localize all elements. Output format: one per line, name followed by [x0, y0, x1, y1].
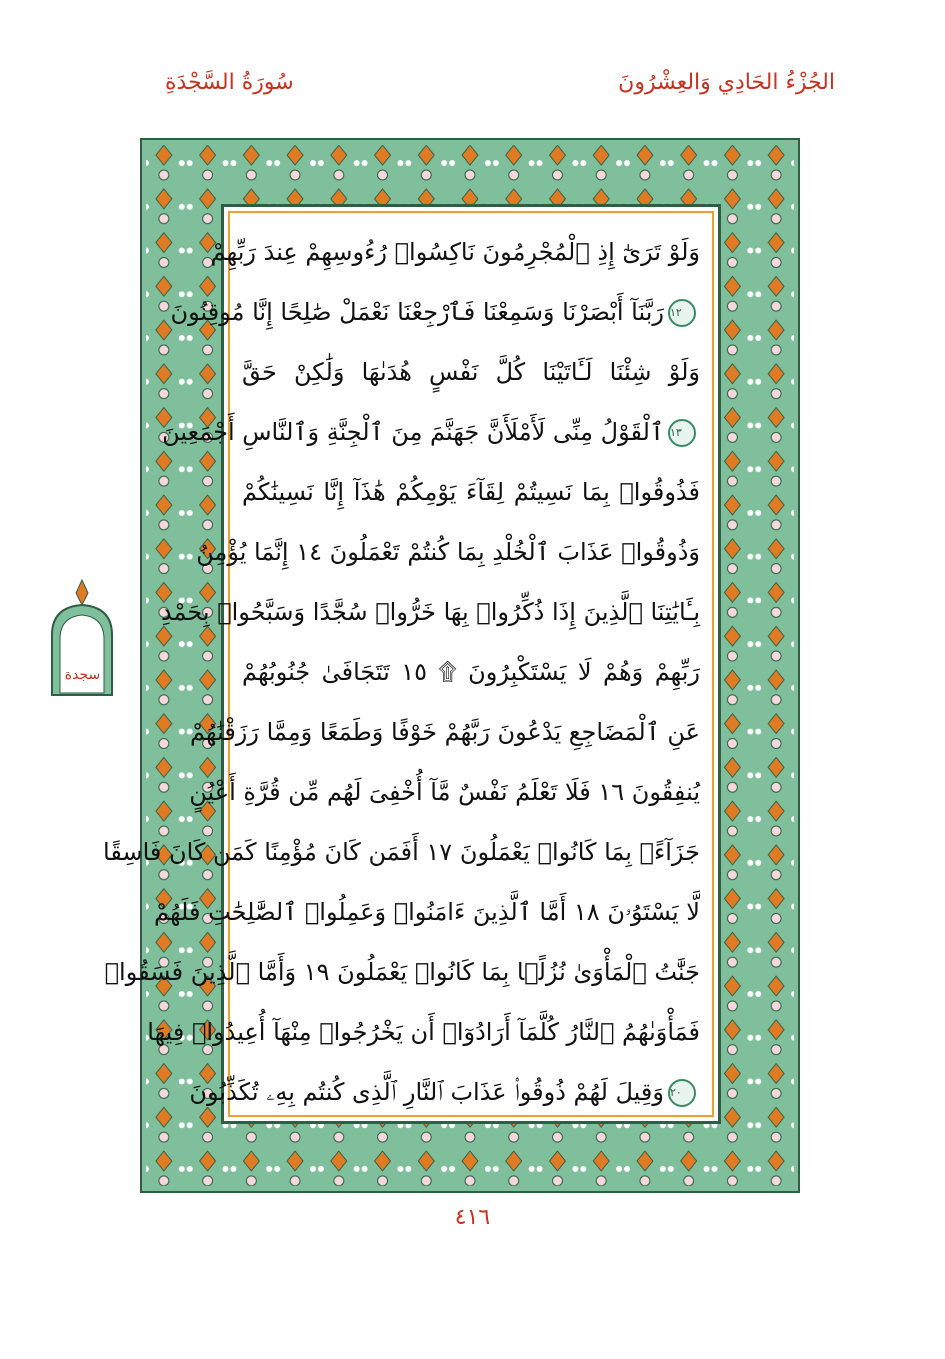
text-line [189, 1065, 700, 1119]
line-text: وَقِيلَ لَهُمْ ذُوقُوا۟ عَذَابَ ٱلنَّارِ ٱلَّذِى كُنتُم بِهِۦ تُكَذِّبُونَ [189, 1078, 664, 1106]
juz-name-header: الجُزْءُ الحَادِي وَالعِشْرُونَ [618, 70, 835, 95]
page-number: ٤١٦ [454, 1205, 491, 1230]
sajda-marker [40, 575, 125, 705]
text-line [160, 585, 700, 639]
text-line [196, 525, 700, 579]
line-text: رَبَّنَآ أَبْصَرْنَا وَسَمِعْنَا فَٱرْجِعْنَا نَعْمَلْ صَٰلِحًا إِنَّا مُوقِنُونَ [170, 298, 664, 326]
text-line [242, 345, 700, 399]
ayah-number-marker: ٢٠ [668, 1079, 696, 1107]
text-line [104, 945, 700, 999]
line-text: رَبِّهِمْ وَهُمْ لَا يَسْتَكْبِرُونَ ۩ ١٥ تَتَجَافَىٰ جُنُوبُهُمْ [242, 658, 700, 686]
text-panel [103, 204, 721, 1124]
line-text: فَمَأْوَىٰهُمُ ٱلنَّارُ كُلَّمَآ أَرَادُوٓا۟ أَن يَخْرُجُوا۟ مِنْهَآ أُعِيدُوا۟ فِيهَا [147, 1018, 700, 1046]
ayah-number-marker: ١٣ [668, 419, 696, 447]
text-line [190, 705, 700, 759]
sajda-ornament-icon [40, 575, 125, 705]
line-text: عَنِ ٱلْمَضَاجِعِ يَدْعُونَ رَبَّهُمْ خَوْفًا وَطَمَعًا وَمِمَّا رَزَقْنَٰهُمْ [190, 718, 700, 746]
line-text: جَنَّٰتُ ٱلْمَأْوَىٰ نُزُلًۢا بِمَا كَانُوا۟ يَعْمَلُونَ ١٩ وَأَمَّا ٱلَّذِينَ فَسَقُوا۟ [104, 958, 700, 986]
line-text: يُنفِقُونَ ١٦ فَلَا تَعْلَمُ نَفْسٌ مَّآ أُخْفِىَ لَهُم مِّن قُرَّةِ أَعْيُنٍ [189, 778, 700, 806]
sajda-label: سجدة [64, 667, 101, 683]
line-text: فَذُوقُوا۟ بِمَا نَسِيتُمْ لِقَآءَ يَوْمِكُمْ هَٰذَآ إِنَّا نَسِينَٰكُمْ [242, 478, 700, 506]
text-line [242, 645, 700, 699]
text-line [147, 1005, 700, 1059]
text-line [242, 465, 700, 519]
text-line [170, 285, 700, 339]
line-text: لَّا يَسْتَوُۥنَ ١٨ أَمَّا ٱلَّذِينَ ءَامَنُوا۟ وَعَمِلُوا۟ ٱلصَّٰلِحَٰتِ فَلَهُمْ [154, 898, 700, 926]
line-text: وَلَوْ تَرَىٰٓ إِذِ ٱلْمُجْرِمُونَ نَاكِسُوا۟ رُءُوسِهِمْ عِندَ رَبِّهِمْ [210, 238, 700, 266]
ornamental-frame [103, 138, 800, 1193]
line-text: بِـَٔايَٰتِنَا ٱلَّذِينَ إِذَا ذُكِّرُوا۟ بِهَا خَرُّوا۟ سُجَّدًا وَسَبَّحُوا۟ بِحَمْدِ [160, 598, 700, 626]
surah-name-header: سُورَةُ السَّجْدَةِ [165, 70, 294, 95]
text-line [103, 825, 700, 879]
text-line [189, 765, 700, 819]
text-line [162, 405, 700, 459]
ayah-number-marker: ١٢ [668, 299, 696, 327]
text-line [154, 885, 700, 939]
text-line [210, 225, 700, 279]
line-text: ٱلْقَوْلُ مِنِّى لَأَمْلَأَنَّ جَهَنَّمَ مِنَ ٱلْجِنَّةِ وَٱلنَّاسِ أَجْمَعِينَ [162, 418, 664, 446]
line-text: وَذُوقُوا۟ عَذَابَ ٱلْخُلْدِ بِمَا كُنتُمْ تَعْمَلُونَ ١٤ إِنَّمَا يُؤْمِنُ [196, 538, 700, 566]
line-text: جَزَآءًۢ بِمَا كَانُوا۟ يَعْمَلُونَ ١٧ أَفَمَن كَانَ مُؤْمِنًا كَمَن كَانَ فَاسِقًا [103, 838, 700, 866]
line-text: وَلَوْ شِئْنَا لَـَٔاتَيْنَا كُلَّ نَفْسٍ هُدَىٰهَا وَلَٰكِنْ حَقَّ [242, 358, 700, 386]
